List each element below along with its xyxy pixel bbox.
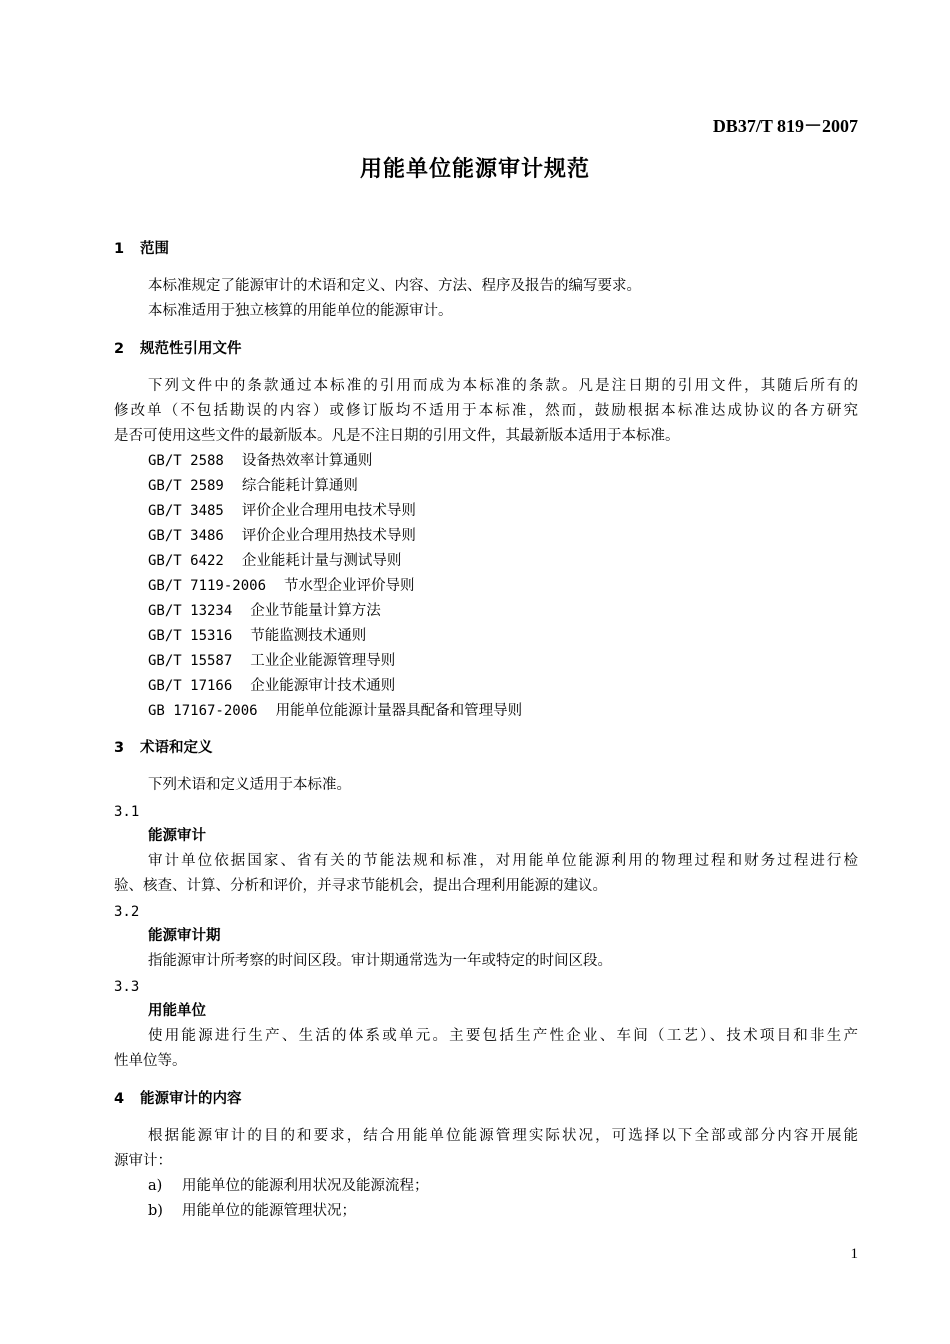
page-number: 1 <box>850 1246 858 1262</box>
reference-item: GB/T 3485 评价企业合理用电技术导则 <box>148 503 416 519</box>
standard-code: DB37/T 819－2007 <box>712 116 858 136</box>
term-definition-line: 审计单位依据国家、省有关的节能法规和标准，对用能单位能源利用的物理过程和财务过程进行检 <box>148 853 858 869</box>
section-2-para-line-3: 是否可使用这些文件的最新版本。凡是不注日期的引用文件，其最新版本适用于本标准。 <box>114 428 680 444</box>
reference-item: GB/T 15587 工业企业能源管理导则 <box>148 653 396 669</box>
section-2-para-line-1: 下列文件中的条款通过本标准的引用而成为本标准的条款。凡是注日期的引用文件，其随后所有的 <box>148 378 858 394</box>
section-4-heading: 4 能源审计的内容 <box>114 1091 242 1107</box>
section-2-heading: 2 规范性引用文件 <box>114 341 242 357</box>
list-item: b) 用能单位的能源管理状况； <box>148 1203 356 1219</box>
section-4-para-line-2: 源审计： <box>114 1153 172 1169</box>
list-item: a) 用能单位的能源利用状况及能源流程； <box>148 1178 429 1194</box>
term-definition-line: 验、核查、计算、分析和评价，并寻求节能机会，提出合理利用能源的建议。 <box>114 878 607 894</box>
term-name: 能源审计期 <box>148 928 221 944</box>
reference-item: GB/T 7119-2006 节水型企业评价导则 <box>148 578 415 594</box>
section-3-intro: 下列术语和定义适用于本标准。 <box>148 777 351 793</box>
term-definition-line: 指能源审计所考察的时间区段。审计期通常选为一年或特定的时间区段。 <box>148 953 612 969</box>
reference-item: GB/T 6422 企业能耗计量与测试导则 <box>148 553 402 569</box>
reference-item: GB 17167-2006 用能单位能源计量器具配备和管理导则 <box>148 703 523 719</box>
reference-item: GB/T 13234 企业节能量计算方法 <box>148 603 381 619</box>
term-number: 3.3 <box>114 979 140 995</box>
reference-item: GB/T 2589 综合能耗计算通则 <box>148 478 358 494</box>
reference-item: GB/T 3486 评价企业合理用热技术导则 <box>148 528 416 544</box>
section-2-para-line-2: 修改单（不包括勘误的内容）或修订版均不适用于本标准，然而，鼓励根据本标准达成协议的各方研究 <box>114 403 858 419</box>
section-1-para-2: 本标准适用于独立核算的用能单位的能源审计。 <box>148 303 453 319</box>
term-definition-line: 性单位等。 <box>114 1053 187 1069</box>
term-definition-line: 使用能源进行生产、生活的体系或单元。主要包括生产性企业、车间（工艺）、技术项目和非生产 <box>148 1028 858 1044</box>
section-4-para-line-1: 根据能源审计的目的和要求，结合用能单位能源管理实际状况，可选择以下全部或部分内容开展能 <box>148 1128 858 1144</box>
term-name: 用能单位 <box>148 1003 206 1019</box>
term-number: 3.2 <box>114 904 140 920</box>
term-name: 能源审计 <box>148 828 206 844</box>
section-1-para-1: 本标准规定了能源审计的术语和定义、内容、方法、程序及报告的编写要求。 <box>148 278 641 294</box>
reference-item: GB/T 17166 企业能源审计技术通则 <box>148 678 396 694</box>
reference-item: GB/T 15316 节能监测技术通则 <box>148 628 367 644</box>
section-3-heading: 3 术语和定义 <box>114 740 213 756</box>
reference-item: GB/T 2588 设备热效率计算通则 <box>148 453 373 469</box>
term-number: 3.1 <box>114 804 140 820</box>
section-1-heading: 1 范围 <box>114 241 169 257</box>
document-title: 用能单位能源审计规范 <box>359 157 590 182</box>
